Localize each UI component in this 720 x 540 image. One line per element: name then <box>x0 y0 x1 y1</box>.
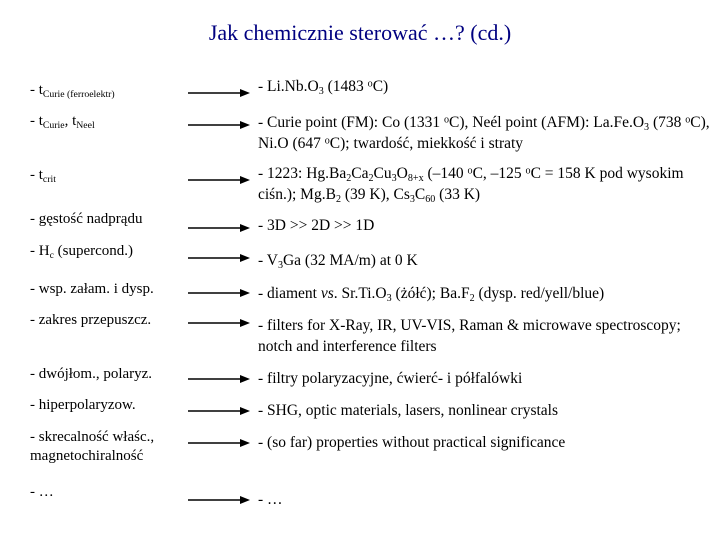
property-example: - 1223: $Hg.Ba_2Ca_2Cu_3O_{8+x}$ (–140 $^o$C, –125 $^o$C = 158 K pod wysokim ciśn.); $Mg.B_2$ (39 K), $Cs_3C_{60}$ (33 K) <box>258 165 684 206</box>
property-name: - $H_c$ (supercond.) <box>30 243 134 261</box>
property-example: - 3D >> 2D >> 1D <box>258 217 375 234</box>
arrow-right-icon <box>188 88 250 98</box>
property-name: - dwójłom., polaryz. <box>30 366 153 382</box>
arrow-right-icon <box>188 374 250 384</box>
property-example: - filtry polaryzacyjne, ćwierć- i półfalówki <box>258 370 523 387</box>
property-name: - wsp. załam. i dysp. <box>30 281 154 297</box>
property-name: - skrecalność właśc., magnetochiralność <box>30 429 155 464</box>
property-example: - filters for X-Ray, IR, UV-VIS, Raman & microwave spectroscopy; notch and interference filters <box>258 317 681 355</box>
property-example: - SHG, optic materials, lasers, nonlinear crystals <box>258 402 559 419</box>
arrow-right-icon <box>188 223 250 233</box>
property-example: - $Li.Nb.O_3$ (1483 $^o$C) <box>258 78 389 98</box>
arrow-right-icon <box>188 253 250 263</box>
property-name: - gęstość nadprądu <box>30 211 143 227</box>
property-example: - … <box>258 491 283 508</box>
property-example: - (so far) properties without practical significance <box>258 434 566 451</box>
property-example: - $V_3Ga$ (32 MA/m) at 0 K <box>258 252 418 272</box>
arrow-right-icon <box>188 288 250 298</box>
property-name: - $t_{Curie (ferroelektr)}$ <box>30 82 115 100</box>
arrow-right-icon <box>188 120 250 130</box>
slide-title: Jak chemicznie sterować …? (cd.) <box>208 20 512 45</box>
arrow-right-icon <box>188 495 250 505</box>
property-name: - hiperpolaryzow. <box>30 397 136 413</box>
property-name: - $t_{Curie}$, $t_{Neel}$ <box>30 113 95 131</box>
arrow-right-icon <box>188 318 250 328</box>
property-name: - zakres przepuszcz. <box>30 312 152 328</box>
property-example: - diament vs. $Sr.Ti.O_3$ (żółć); $Ba.F_2$ (dysp. red/yell/blue) <box>258 285 605 305</box>
arrow-right-icon <box>188 175 250 185</box>
property-example: - Curie point (FM): Co (1331 $^o$C), Neél point (AFM): $La.Fe.O_3$ (738 $^o$C), Ni.O (647 $^o$C); twardość, miekkość i straty <box>258 114 710 152</box>
property-name: - $t_{crit}$ <box>30 167 56 185</box>
property-name: - … <box>30 484 54 500</box>
arrow-right-icon <box>188 438 250 448</box>
arrow-right-icon <box>188 406 250 416</box>
